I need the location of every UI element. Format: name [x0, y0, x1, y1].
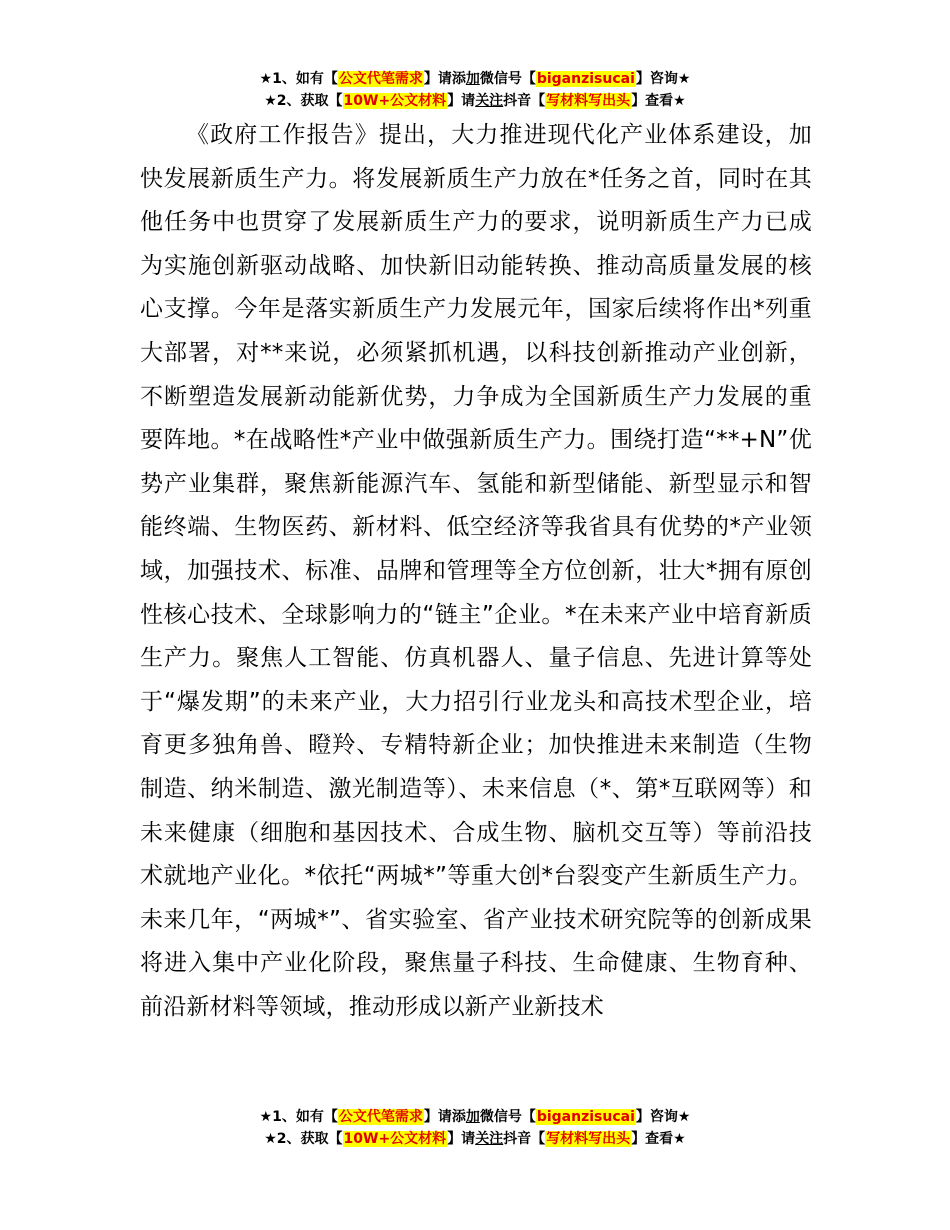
footer-ad-line-2 [0, 1128, 950, 1150]
header-ad-line-1-highlight-service: 公文代笔需求 [338, 71, 423, 87]
footer-ad-line-2-suffix: 】查看★ [631, 1131, 686, 1147]
footer-ad-line-1-underlined: 加 [465, 1109, 480, 1125]
header-ad-line-2-highlight-materials: 10W+公文材料 [343, 93, 447, 109]
header-ad [0, 68, 950, 112]
footer-ad-line-1-middle-2: 微信号【 [479, 1109, 536, 1125]
header-ad-line-1-highlight-wechat: biganzisucai [536, 71, 635, 87]
header-ad-line-2-middle-2: 抖音【 [503, 93, 546, 109]
footer-ad-line-1 [0, 1106, 950, 1128]
header-ad-line-2-suffix: 】查看★ [631, 93, 686, 109]
header-ad-line-2-prefix: ★2、获取【 [264, 93, 343, 109]
footer-ad-line-2-middle: 】请 [447, 1131, 476, 1147]
header-ad-line-1 [0, 68, 950, 90]
footer-ad-line-1-highlight-service: 公文代笔需求 [338, 1109, 423, 1125]
header-ad-line-1-middle: 】请添 [423, 71, 466, 87]
footer-ad-line-1-middle: 】请添 [423, 1109, 466, 1125]
footer-ad-line-2-highlight-materials: 10W+公文材料 [343, 1131, 447, 1147]
header-ad-line-1-suffix: 】咨询★ [635, 71, 691, 87]
header-ad-line-2-highlight-douyin: 写材料写出头 [546, 93, 631, 109]
footer-ad [0, 1106, 950, 1150]
header-ad-line-1-prefix: ★1、如有【 [259, 71, 338, 87]
header-ad-line-1-underlined: 加 [465, 71, 480, 87]
header-ad-line-1-middle-2: 微信号【 [479, 71, 536, 87]
footer-ad-line-1-highlight-wechat: biganzisucai [536, 1109, 635, 1125]
footer-ad-line-1-prefix: ★1、如有【 [259, 1109, 338, 1125]
header-ad-line-2 [0, 90, 950, 112]
footer-ad-line-2-underlined: 关注 [475, 1131, 504, 1147]
footer-ad-line-2-highlight-douyin: 写材料写出头 [546, 1131, 631, 1147]
header-ad-line-2-underlined: 关注 [475, 93, 504, 109]
body-paragraph: 《政府工作报告》提出，大力推进现代化产业体系建设，加快发展新质生产力。将发展新质生产力放在*任务之首，同时在其他任务中也贯穿了发展新质生产力的要求，说明新质生产力已成为实施创新驱动战略、加快新旧动能转换、推动高质量发展的核心支撑。今年是落实新质生产力发展元年，国家后续将作出*列重大部署，对**来说，必须紧抓机遇，以科技创新推动产业创新，不断塑造发展新动能新优势，力争成为全国新质生产力发展的重要阵地。*在战略性*产业中做强新质生产力。围绕打造“**+N”优势产业集群，聚焦新能源汽车、氢能和新型储能、新型显示和智能终端、生物医药、新材料、低空经济等我省具有优势的*产业领域，加强技术、标准、品牌和管理等全方位创新，壮大*拥有原创性核心技术、全球影响力的“链主”企业。*在未来产业中培育新质生产力。聚焦人工智能、仿真机器人、量子信息、先进计算等处于“爆发期”的未来产业，大力招引行业龙头和高技术型企业，培育更多独角兽、瞪羚、专精特新企业；加快推进未来制造（生物制造、纳米制造、激光制造等）、未来信息（*、第*互联网等）和未来健康（细胞和基因技术、合成生物、脑机交互等）等前沿技术就地产业化。*依托“两城*”等重大创*台裂变产生新质生产力。未来几年，“两城*”、省实验室、省产业技术研究院等的创新成果将进入集中产业化阶段，聚焦量子科技、生命健康、生物育种、前沿新材料等领域，推动形成以新产业新技术 [140, 122, 812, 1020]
footer-ad-line-2-prefix: ★2、获取【 [264, 1131, 343, 1147]
footer-ad-line-2-middle-2: 抖音【 [503, 1131, 546, 1147]
footer-ad-line-1-suffix: 】咨询★ [635, 1109, 691, 1125]
header-ad-line-2-middle: 】请 [447, 93, 476, 109]
